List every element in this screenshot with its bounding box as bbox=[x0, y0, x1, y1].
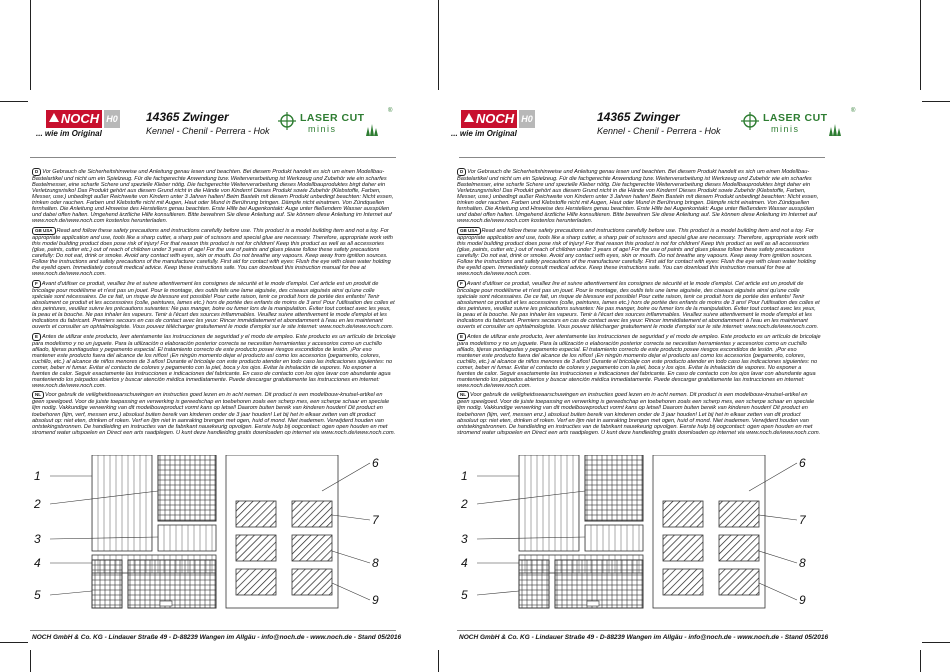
instructions-de bbox=[457, 168, 821, 224]
part-label-2: 2 bbox=[34, 497, 41, 511]
instructions-es-text: Antes de utilizar este producto, leer atentamente las instrucciones de seguridad y el modo de empleo. Este producto es un artículo de bricolaje para modelismo y no un juguete. Para la utilización o elaboración posterior correcta se necesitan herramientas y accesorios como un cuchillo afilado, tijeras puntiagudas y pegamento especial. El tratamiento correcto de este producto posee riesgos escondidos de lesión. ¡Por eso mantener este producto fuera del alcance de los niños! ¡En ningún momento dejar el producto así como los accesorios (pegamento, colores, cuchillo, etc.) al alcance de niños menores de 3 años! Durante el bricolaje con este producto atender en todo caso las indicaciones siguientes: no comer, beber ni fumar. Evitar el contacto de colores y pegamento con la piel, boca y los ojos. Evitar la inhalación de vapores. No exponer a fuentes de calor. Seguir exactamente las instrucciones e indicaciones del fabricante. En caso de contacto con los ojos lavar con abundante agua manteniendo los párpados abiertos y buscar atención médica inmediatamente. Puede descargar gratuitamente las instrucciones en internet: www.noch.de/www.noch.com. bbox=[457, 333, 821, 389]
part-label-4: 4 bbox=[461, 556, 468, 570]
minis-label: minis bbox=[308, 124, 337, 134]
instructions-nl bbox=[457, 391, 821, 435]
parts-diagram bbox=[30, 455, 396, 625]
part-hatched-panels bbox=[236, 501, 332, 595]
part-door-panel bbox=[519, 560, 549, 608]
part-hatched-panels bbox=[663, 501, 759, 595]
noch-logo bbox=[46, 110, 102, 128]
part-label-9: 9 bbox=[799, 593, 806, 607]
part-roof-panel bbox=[158, 525, 216, 551]
instruction-page-right bbox=[451, 0, 950, 672]
parts-diagram bbox=[457, 455, 823, 625]
part-label-6: 6 bbox=[372, 456, 379, 470]
language-flag-fr: F bbox=[32, 280, 41, 288]
part-door-panel bbox=[92, 560, 122, 608]
scale-badge: H0 bbox=[104, 110, 120, 128]
instructions-es bbox=[457, 333, 821, 389]
footer-divider bbox=[457, 630, 823, 631]
language-flag-de: D bbox=[457, 168, 466, 176]
grass-icon bbox=[827, 124, 843, 136]
instructions-es-text: Antes de utilizar este producto, leer atentamente las instrucciones de seguridad y el modo de empleo. Este producto es un artículo de bricolaje para modelismo y no un juguete. Para la utilización o elaboración posterior correcta se necesitan herramientas y accesorios como un cuchillo afilado, tijeras puntiagudas y pegamento especial. El tratamiento correcto de este producto posee riesgos escondidos de lesión. ¡Por eso mantener este producto fuera del alcance de los niños! ¡En ningún momento dejar el producto así como los accesorios (pegamento, colores, cuchillo, etc.) al alcance de niños menores de 3 años! Durante el bricolaje con este producto atender en todo caso las indicaciones siguientes: no comer, beber ni fumar. Evitar el contacto de colores y pegamento con la piel, boca y los ojos. Evitar la inhalación de vapores. No exponer a fuentes de calor. Seguir exactamente las instrucciones e indicaciones del fabricante. En caso de contacto con los ojos lavar con abundante agua manteniendo los párpados abiertos y buscar atención médica inmediatamente. Puede descargar gratuitamente las instrucciones en internet: www.noch.de/www.noch.com. bbox=[32, 333, 396, 389]
noch-logo bbox=[461, 110, 517, 128]
grass-icon bbox=[364, 124, 380, 136]
part-wall-panel bbox=[92, 455, 152, 551]
part-label-5: 5 bbox=[34, 588, 41, 602]
instructions-en bbox=[457, 227, 821, 277]
registered-mark: ® bbox=[388, 108, 393, 114]
part-label-4: 4 bbox=[34, 556, 41, 570]
header-divider bbox=[459, 157, 825, 158]
instructions-nl bbox=[32, 391, 396, 435]
part-label-1: 1 bbox=[461, 469, 468, 483]
footer-address: NOCH GmbH & Co. KG - Lindauer Straße 49 - D-88239 Wangen im Allgäu - info@noch.de - www.noch.de - Stand 05/2016 bbox=[459, 634, 829, 641]
brand-label: NOCH bbox=[475, 111, 515, 126]
laser-cut-label: LASER CUT bbox=[300, 112, 365, 124]
part-label-3: 3 bbox=[461, 532, 468, 546]
part-gate-panel bbox=[555, 560, 643, 608]
laser-cut-label: LASER CUT bbox=[763, 112, 828, 124]
part-label-9: 9 bbox=[372, 593, 379, 607]
footer-divider bbox=[30, 630, 396, 631]
minis-label: minis bbox=[771, 124, 800, 134]
instructions-en-text: Read and follow these safety precautions and instructions carefully before use. This product is a model building item and not a toy. For appropriate application and use, tools like a sharp cutter, a sharp pair of scissors and special glue are necessary. Therefore, appropriate work with this model building product does pose risk of injury! For that reason this product is not for children! Keep this product as well as all accessories (glue, paints, cutter etc.) out of reach of children under 3 years of age! For the use of paints and glues please follow these safety precautions carefully: Do not eat, drink or smoke. Avoid any contact with eyes, skin or mouth. Do not breathe any vapours. Keep away from ignition sources. Follow the instructions and safety precautions of the manufacturer carefully. First aid for contact with eyes: Flush the eye with clean water holding the eyelid open. Immediately consult medical advice. Keep these instructions safe. You can download this instruction manual for free at www.noch.de/www.noch.com. bbox=[32, 227, 393, 278]
language-flag-es: E bbox=[32, 333, 41, 341]
part-label-7: 7 bbox=[372, 513, 379, 527]
part-label-2: 2 bbox=[461, 497, 468, 511]
header-divider bbox=[30, 157, 396, 158]
part-label-7: 7 bbox=[799, 513, 806, 527]
language-flag-en: GB USA bbox=[32, 227, 56, 235]
instructions-es bbox=[32, 333, 396, 389]
instructions-fr bbox=[32, 280, 396, 330]
instructions-text bbox=[457, 168, 821, 438]
brand-label: NOCH bbox=[60, 111, 100, 126]
language-flag-nl: NL bbox=[457, 391, 469, 399]
part-label-8: 8 bbox=[372, 556, 379, 570]
product-title: 14365 Zwinger bbox=[597, 110, 680, 124]
registered-mark: ® bbox=[851, 108, 856, 114]
instructions-text bbox=[32, 168, 396, 438]
language-flag-en: GB USA bbox=[457, 227, 481, 235]
part-wall-panel bbox=[519, 455, 579, 551]
slogan: ... wie im Original bbox=[451, 129, 517, 138]
part-label-6: 6 bbox=[799, 456, 806, 470]
part-label-8: 8 bbox=[799, 556, 806, 570]
slogan: ... wie im Original bbox=[36, 129, 102, 138]
crosshair-icon bbox=[278, 112, 296, 130]
product-subtitle: Kennel - Chenil - Perrera - Hok bbox=[597, 126, 721, 136]
footer-address: NOCH GmbH & Co. KG - Lindauer Straße 49 - D-88239 Wangen im Allgäu - info@noch.de - www.noch.de - Stand 05/2016 bbox=[32, 634, 402, 641]
triangle-icon bbox=[49, 113, 59, 122]
instructions-de bbox=[32, 168, 396, 224]
instructions-nl-text: Voor gebruik de veiligheidswaarschuwingen en instructies goed lezen en in acht nemen. Dit product is een modelbouw-knutsel-artikel en geen speelgoed. Voor de juiste toepassing en verwerking is gereedschap en toebehoren zoals een scherp mes, een scherpe schaar en speciale lijm nodig. Vakkundige verwerking van dit modelbouwproduct vormt kans op letsel! Daarom buiten bereik van kinderen houden! Dit product en toebehoren (lijm, verf, messen enz.) absoluut buiten bereik van kinderen onder de 3 jaar houden! Let bij het in elkaar zetten van dit product absoluut op: niet eten, drinken of roken. Verf en lijm niet in aanraking brengen met ogen, huid of mond. Niet inademen. Verwijderd houden van ontstekingsbronnen. De handleiding en instructies van de fabrikant nauwkeurig opvolgen. Eerste hulp bij oogcontact: ogen open houden en met stromend water uitspoelen en Direct een arts raadplegen. U kunt deze handleiding gratis downloaden op internet via www.noch.de/www.noch.com. bbox=[457, 392, 821, 436]
language-flag-de: D bbox=[32, 168, 41, 176]
part-roof-panel bbox=[585, 525, 643, 551]
crosshair-icon bbox=[741, 112, 759, 130]
part-label-1: 1 bbox=[34, 469, 41, 483]
product-title: 14365 Zwinger bbox=[146, 110, 229, 124]
part-gate-panel bbox=[128, 560, 216, 608]
triangle-icon bbox=[464, 113, 474, 122]
instructions-en-text: Read and follow these safety precautions and instructions carefully before use. This product is a model building item and not a toy. For appropriate application and use, tools like a sharp cutter, a sharp pair of scissors and special glue are necessary. Therefore, appropriate work with this model building product does pose risk of injury! For that reason this product is not for children! Keep this product as well as all accessories (glue, paints, cutter etc.) out of reach of children under 3 years of age! For the use of paints and glues please follow these safety precautions carefully: Do not eat, drink or smoke. Avoid any contact with eyes, skin or mouth. Do not breathe any vapours. Keep away from ignition sources. Follow the instructions and safety precautions of the manufacturer carefully. First aid for contact with eyes: Flush the eye with clean water holding the eyelid open. Immediately consult medical advice. Keep these instructions safe. You can download this instruction manual for free at www.noch.de/www.noch.com. bbox=[457, 227, 818, 278]
scale-badge: H0 bbox=[519, 110, 535, 128]
instructions-de-text: Vor Gebrauch die Sicherheitshinweise und Anleitung genau lesen und beachten. Bei diesem Produkt handelt es sich um einen Modellbau-Bastelartikel und nicht um ein Spielzeug. Für die fachgerechte Anwendung bzw. Weiterverarbeitung ist Werkzeug und Zubehör wie ein scharfes Bastelmesser, eine scharfe Schere und spezielle Kleber nötig. Die fachgerechte Weiterverarbeitung dieses Modellbauproduktes birgt daher ein Verletzungsrisiko! Das Produkt gehört aus diesem Grund nicht in die Hände von Kindern! Dieses Produkt sowie Zubehör (Klebstoffe, Farben, Messer, usw.) unbedingt außer Reichweite von Kindern unter 3 Jahren halten! Beim Basteln mit diesem Produkt unbedingt beachten: Nicht essen, trinken oder rauchen. Farben und Klebstoffe nicht mit Augen, Haut oder Mund in Berührung bringen. Dämpfe nicht einatmen. Von Zündquellen fernhalten. Die Anleitung und Hinweise des Herstellers genau beachten. Erste Hilfe bei Augenkontakt: Auge unter fließendem Wasser ausspülen und dabei offen halten. Umgehend ärztliche Hilfe konsultieren. Bitte bewahren Sie diese Anleitung auf. Sie können diese Anleitung im Internet auf www.noch.de/www.noch.com kostenlos herunterladen. bbox=[457, 169, 819, 225]
instructions-fr-text: Avant d'utiliser ce produit, veuillez lire et suivre attentivement les consignes de sécurité et le mode d'emploi. Cet article est un produit de bricolage pour modélisme et n'est pas un jouet. Pour le montage, des outils tels une lame aiguisée, des ciseaux aiguisés ainsi qu'une colle spéciale sont nécessaires. De ce fait, un risque de blessure est possible! Pour cette raison, tenir ce produit hors de portée des enfants! Tenir absolument ce produit et les accessoires (colle, peintures, lames etc.) hors de portée des enfants de moins de 3 ans! Pour l'utilisation des colles et des peintures, veuillez suivre les précautions suivantes: Ne pas manger, boire ou fumer lors de la manipulation. Éviter tout contact avec les yeux, la peau et la bouche. Ne pas inhaler les vapeurs. Tenir à l'écart des sources inflammables. Veuillez suivre attentivement le mode d'emploi et les indications du fabricant. Premiers secours en cas de contact avec les yeux: Rincer immédiatement et abondamment à l'eau en les maintenant ouverts et consulter un ophtalmologiste. Vous pouvez télécharger gratuitement le mode d'emploi sur le site internet: www.noch.de/www.noch.com. bbox=[32, 280, 395, 330]
part-grid-panel bbox=[585, 455, 643, 521]
instructions-fr-text: Avant d'utiliser ce produit, veuillez lire et suivre attentivement les consignes de sécurité et le mode d'emploi. Cet article est un produit de bricolage pour modélisme et n'est pas un jouet. Pour le montage, des outils tels une lame aiguisée, des ciseaux aiguisés ainsi qu'une colle spéciale sont nécessaires. De ce fait, un risque de blessure est possible! Pour cette raison, tenir ce produit hors de portée des enfants! Tenir absolument ce produit et les accessoires (colle, peintures, lames etc.) hors de portée des enfants de moins de 3 ans! Pour l'utilisation des colles et des peintures, veuillez suivre les précautions suivantes: Ne pas manger, boire ou fumer lors de la manipulation. Éviter tout contact avec les yeux, la peau et la bouche. Ne pas inhaler les vapeurs. Tenir à l'écart des sources inflammables. Veuillez suivre attentivement le mode d'emploi et les indications du fabricant. Premiers secours en cas de contact avec les yeux: Rincer immédiatement et abondamment à l'eau en les maintenant ouverts et consulter un ophtalmologiste. Vous pouvez télécharger gratuitement le mode d'emploi sur le site internet: www.noch.de/www.noch.com. bbox=[457, 280, 820, 330]
instructions-fr bbox=[457, 280, 821, 330]
product-subtitle: Kennel - Chenil - Perrera - Hok bbox=[146, 126, 270, 136]
instructions-en bbox=[32, 227, 396, 277]
part-label-3: 3 bbox=[34, 532, 41, 546]
language-flag-fr: F bbox=[457, 280, 466, 288]
part-label-5: 5 bbox=[461, 588, 468, 602]
instructions-de-text: Vor Gebrauch die Sicherheitshinweise und Anleitung genau lesen und beachten. Bei diesem Produkt handelt es sich um einen Modellbau-Bastelartikel und nicht um ein Spielzeug. Für die fachgerechte Anwendung bzw. Weiterverarbeitung ist Werkzeug und Zubehör wie ein scharfes Bastelmesser, eine scharfe Schere und spezielle Kleber nötig. Die fachgerechte Weiterverarbeitung dieses Modellbauproduktes birgt daher ein Verletzungsrisiko! Das Produkt gehört aus diesem Grund nicht in die Hände von Kindern! Dieses Produkt sowie Zubehör (Klebstoffe, Farben, Messer, usw.) unbedingt außer Reichweite von Kindern unter 3 Jahren halten! Beim Basteln mit diesem Produkt unbedingt beachten: Nicht essen, trinken oder rauchen. Farben und Klebstoffe nicht mit Augen, Haut oder Mund in Berührung bringen. Dämpfe nicht einatmen. Von Zündquellen fernhalten. Die Anleitung und Hinweise des Herstellers genau beachten. Erste Hilfe bei Augenkontakt: Auge unter fließendem Wasser ausspülen und dabei offen halten. Umgehend ärztliche Hilfe konsultieren. Bitte bewahren Sie diese Anleitung auf. Sie können diese Anleitung im Internet auf www.noch.de/www.noch.com kostenlos herunterladen. bbox=[32, 169, 394, 225]
language-flag-es: E bbox=[457, 333, 466, 341]
part-grid-panel bbox=[158, 455, 216, 521]
instructions-nl-text: Voor gebruik de veiligheidswaarschuwingen en instructies goed lezen en in acht nemen. Dit product is een modelbouw-knutsel-artikel en geen speelgoed. Voor de juiste toepassing en verwerking is gereedschap en toebehoren zoals een scherp mes, een scherpe schaar en speciale lijm nodig. Vakkundige verwerking van dit modelbouwproduct vormt kans op letsel! Daarom buiten bereik van kinderen houden! Dit product en toebehoren (lijm, verf, messen enz.) absoluut buiten bereik van kinderen onder de 3 jaar houden! Let bij het in elkaar zetten van dit product absoluut op: niet eten, drinken of roken. Verf en lijm niet in aanraking brengen met ogen, huid of mond. Niet inademen. Verwijderd houden van ontstekingsbronnen. De handleiding en instructies van de fabrikant nauwkeurig opvolgen. Eerste hulp bij oogcontact: ogen open houden en met stromend water uitspoelen en Direct een arts raadplegen. U kunt deze handleiding gratis downloaden op internet via www.noch.de/www.noch.com. bbox=[32, 392, 396, 436]
language-flag-nl: NL bbox=[32, 391, 44, 399]
